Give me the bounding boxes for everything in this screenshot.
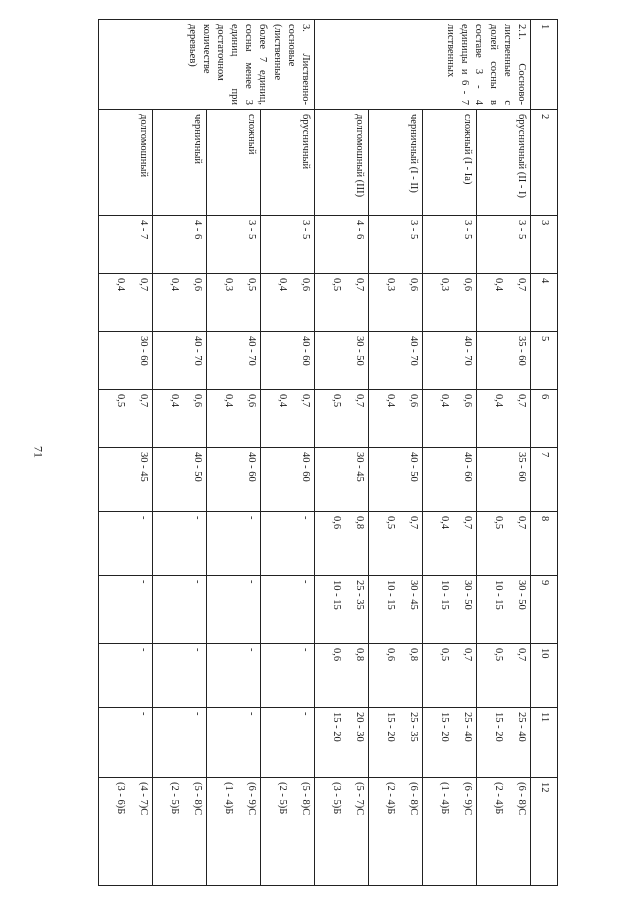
value-line: (6 - 8)С — [408, 782, 419, 816]
value-line: (2 - 5)Б — [277, 782, 288, 815]
value-cell-c7: 40 - 60 — [261, 448, 315, 512]
header-cell: 11 — [531, 708, 558, 778]
value-line: 0,4 — [277, 278, 288, 292]
value-cell-c9 — [369, 576, 423, 644]
value-cell-c11: - — [99, 708, 153, 778]
value-cell-c5: 40 - 70 — [153, 332, 207, 390]
value-cell-c7: 30 - 45 — [99, 448, 153, 512]
value-line: 0,4 — [169, 278, 180, 292]
value-cell-c6 — [207, 390, 261, 448]
value-line: 0,6 — [331, 648, 342, 662]
value-line: 0,8 — [354, 516, 365, 530]
value-line: 0,6 — [246, 394, 257, 408]
value-line: 10 - 15 — [331, 580, 342, 610]
value-line: (2 - 4)Б — [493, 782, 504, 815]
value-cell-c4 — [153, 274, 207, 332]
value-line: 0,6 — [300, 278, 311, 292]
value-line: 15 - 20 — [493, 712, 504, 742]
value-cell-c3: 3 - 5 — [369, 216, 423, 274]
value-cell-c10 — [477, 644, 531, 708]
value-cell-c11: - — [261, 708, 315, 778]
value-cell-c7: 40 - 50 — [153, 448, 207, 512]
value-cell-c11 — [477, 708, 531, 778]
value-line: 15 - 20 — [385, 712, 396, 742]
value-line: 25 - 35 — [354, 580, 365, 610]
value-cell-c10: - — [261, 644, 315, 708]
value-line: 0,3 — [223, 278, 234, 292]
value-cell-c10 — [423, 644, 477, 708]
table-row — [369, 20, 423, 886]
value-cell-c3: 4 - 6 — [153, 216, 207, 274]
table-row — [153, 20, 207, 886]
forest-type-cell: сложный — [207, 110, 261, 216]
value-cell-c6 — [261, 390, 315, 448]
value-line: 0,6 — [462, 278, 473, 292]
value-cell-c7: 40 - 50 — [369, 448, 423, 512]
value-cell-c5: 40 - 70 — [369, 332, 423, 390]
value-line: 0,5 — [493, 648, 504, 662]
value-cell-c12 — [477, 778, 531, 886]
value-cell-c12 — [315, 778, 369, 886]
value-cell-c9 — [477, 576, 531, 644]
value-cell-c10: - — [99, 644, 153, 708]
header-cell: 1 — [531, 20, 558, 110]
value-line: 0,3 — [439, 278, 450, 292]
value-cell-c11 — [369, 708, 423, 778]
value-cell-c3: 4 - 6 — [315, 216, 369, 274]
value-line: 0,4 — [439, 516, 450, 530]
value-line: 0,6 — [192, 278, 203, 292]
value-line: (3 - 6)Б — [115, 782, 126, 815]
group-name-cell: 2.1. Сосново-лиственные с долей сосны в составе 3 - 4 единицы и 6 - 7 лиственных — [315, 20, 531, 110]
value-cell-c4 — [369, 274, 423, 332]
value-line: 10 - 15 — [385, 580, 396, 610]
value-line: 0,8 — [354, 648, 365, 662]
forest-type-cell: долгомошный — [99, 110, 153, 216]
value-cell-c7: 30 - 45 — [315, 448, 369, 512]
value-cell-c6 — [477, 390, 531, 448]
value-line: 15 - 20 — [331, 712, 342, 742]
value-line: 0,6 — [385, 648, 396, 662]
value-line: 0,5 — [331, 394, 342, 408]
value-line: 20 - 30 — [354, 712, 365, 742]
value-line: (2 - 5)Б — [169, 782, 180, 815]
value-cell-c4 — [99, 274, 153, 332]
value-line: (5 - 8)С — [300, 782, 311, 816]
value-cell-c3: 3 - 5 — [207, 216, 261, 274]
value-line: 0,5 — [331, 278, 342, 292]
table-row — [315, 20, 369, 886]
value-cell-c4 — [261, 274, 315, 332]
value-line: 10 - 15 — [493, 580, 504, 610]
value-cell-c8 — [369, 512, 423, 576]
forest-type-cell: черничный (I - II) — [369, 110, 423, 216]
forest-type-cell: брусничный — [261, 110, 315, 216]
value-line: 0,4 — [115, 278, 126, 292]
table-row — [261, 20, 315, 886]
header-cell: 8 — [531, 512, 558, 576]
value-cell-c12 — [153, 778, 207, 886]
table-body — [99, 20, 531, 886]
value-cell-c8 — [315, 512, 369, 576]
value-cell-c11 — [315, 708, 369, 778]
value-cell-c5: 40 - 70 — [207, 332, 261, 390]
value-cell-c9 — [423, 576, 477, 644]
value-cell-c11 — [423, 708, 477, 778]
value-cell-c6 — [99, 390, 153, 448]
value-cell-c8 — [477, 512, 531, 576]
header-cell: 5 — [531, 332, 558, 390]
value-cell-c3: 3 - 5 — [261, 216, 315, 274]
value-line: 0,6 — [408, 278, 419, 292]
value-line: 0,6 — [331, 516, 342, 530]
value-cell-c11: - — [207, 708, 261, 778]
value-line: 0,7 — [408, 516, 419, 530]
value-cell-c4 — [477, 274, 531, 332]
header-row — [531, 20, 558, 886]
value-line: 0,4 — [223, 394, 234, 408]
group-name-cell: 3. Лиственно-сосновые (лиственные более 7 единиц, сосны менее 3 единиц при достаточном количестве деревьев) — [99, 20, 315, 110]
header-cell: 2 — [531, 110, 558, 216]
value-cell-c5: 30 - 60 — [99, 332, 153, 390]
value-line: (6 - 9)С — [462, 782, 473, 816]
value-line: 0,6 — [408, 394, 419, 408]
value-line: (5 - 8)С — [192, 782, 203, 816]
value-cell-c5: 40 - 60 — [261, 332, 315, 390]
value-line: 30 - 50 — [516, 580, 527, 610]
value-cell-c3: 4 - 7 — [99, 216, 153, 274]
value-cell-c9: - — [261, 576, 315, 644]
value-line: 0,4 — [493, 394, 504, 408]
value-cell-c12 — [261, 778, 315, 886]
value-cell-c5: 35 - 60 — [477, 332, 531, 390]
value-line: 0,7 — [462, 648, 473, 662]
value-line: 0,5 — [493, 516, 504, 530]
value-cell-c10 — [369, 644, 423, 708]
value-line: 15 - 20 — [439, 712, 450, 742]
value-cell-c12 — [99, 778, 153, 886]
value-cell-c11: - — [153, 708, 207, 778]
table-row — [477, 20, 531, 886]
value-cell-c4 — [207, 274, 261, 332]
header-cell: 12 — [531, 778, 558, 886]
value-cell-c7: 40 - 60 — [423, 448, 477, 512]
value-cell-c8: - — [207, 512, 261, 576]
value-cell-c6 — [153, 390, 207, 448]
value-line: (1 - 4)Б — [223, 782, 234, 815]
value-line: 0,7 — [354, 278, 365, 292]
value-cell-c4 — [315, 274, 369, 332]
header-cell: 9 — [531, 576, 558, 644]
value-cell-c8 — [423, 512, 477, 576]
forest-type-cell: сложный (I - Iа) — [423, 110, 477, 216]
value-cell-c6 — [315, 390, 369, 448]
page-number: 71 — [31, 446, 46, 458]
value-cell-c5: 40 - 70 — [423, 332, 477, 390]
value-cell-c10: - — [207, 644, 261, 708]
value-line: 0,7 — [516, 648, 527, 662]
value-line: 25 - 40 — [516, 712, 527, 742]
value-line: (6 - 8)С — [516, 782, 527, 816]
value-line: (2 - 4)Б — [385, 782, 396, 815]
value-line: 0,7 — [138, 278, 149, 292]
table-row — [99, 20, 153, 886]
forest-type-cell: черничный — [153, 110, 207, 216]
value-cell-c4 — [423, 274, 477, 332]
value-cell-c12 — [207, 778, 261, 886]
forest-type-cell: брусничный (II - I) — [477, 110, 531, 216]
value-cell-c7: 35 - 60 — [477, 448, 531, 512]
value-cell-c8: - — [261, 512, 315, 576]
value-line: 0,5 — [439, 648, 450, 662]
value-line: 0,7 — [462, 516, 473, 530]
value-line: 0,7 — [354, 394, 365, 408]
table-row — [207, 20, 261, 886]
value-cell-c9: - — [207, 576, 261, 644]
header-cell: 3 — [531, 216, 558, 274]
value-line: 0,5 — [385, 516, 396, 530]
value-line: 0,7 — [300, 394, 311, 408]
value-cell-c9: - — [153, 576, 207, 644]
value-line: 0,6 — [462, 394, 473, 408]
value-line: 30 - 45 — [408, 580, 419, 610]
rotated-table-container — [106, 19, 558, 885]
forest-stand-table — [98, 19, 558, 886]
value-line: 0,4 — [169, 394, 180, 408]
table-row — [423, 20, 477, 886]
value-cell-c10 — [315, 644, 369, 708]
header-cell: 6 — [531, 390, 558, 448]
value-line: (6 - 9)С — [246, 782, 257, 816]
value-line: 0,3 — [385, 278, 396, 292]
value-cell-c3: 3 - 5 — [423, 216, 477, 274]
value-line: 0,4 — [439, 394, 450, 408]
value-cell-c10: - — [153, 644, 207, 708]
value-cell-c5: 30 - 50 — [315, 332, 369, 390]
value-line: 0,7 — [516, 394, 527, 408]
value-cell-c8: - — [99, 512, 153, 576]
value-line: 0,4 — [385, 394, 396, 408]
value-line: 0,5 — [246, 278, 257, 292]
value-cell-c12 — [423, 778, 477, 886]
header-cell: 7 — [531, 448, 558, 512]
forest-type-cell: долгомошный (III) — [315, 110, 369, 216]
value-line: 25 - 35 — [408, 712, 419, 742]
value-cell-c9 — [315, 576, 369, 644]
value-line: 0,8 — [408, 648, 419, 662]
value-line: 0,4 — [493, 278, 504, 292]
header-cell: 4 — [531, 274, 558, 332]
value-line: 30 - 50 — [462, 580, 473, 610]
value-cell-c8: - — [153, 512, 207, 576]
value-cell-c6 — [423, 390, 477, 448]
value-line: 0,5 — [115, 394, 126, 408]
value-cell-c7: 40 - 60 — [207, 448, 261, 512]
value-line: (5 - 7)С — [354, 782, 365, 816]
value-line: 0,7 — [516, 516, 527, 530]
value-line: 0,4 — [277, 394, 288, 408]
value-line: 0,6 — [192, 394, 203, 408]
value-cell-c6 — [369, 390, 423, 448]
header-cell: 10 — [531, 644, 558, 708]
value-cell-c9: - — [99, 576, 153, 644]
value-line: (3 - 5)Б — [331, 782, 342, 815]
value-cell-c12 — [369, 778, 423, 886]
value-line: 10 - 15 — [439, 580, 450, 610]
value-line: 0,7 — [138, 394, 149, 408]
value-line: (1 - 4)Б — [439, 782, 450, 815]
value-line: 0,7 — [516, 278, 527, 292]
value-line: (4 - 7)С — [138, 782, 149, 816]
value-line: 25 - 40 — [462, 712, 473, 742]
value-cell-c3: 3 - 5 — [477, 216, 531, 274]
